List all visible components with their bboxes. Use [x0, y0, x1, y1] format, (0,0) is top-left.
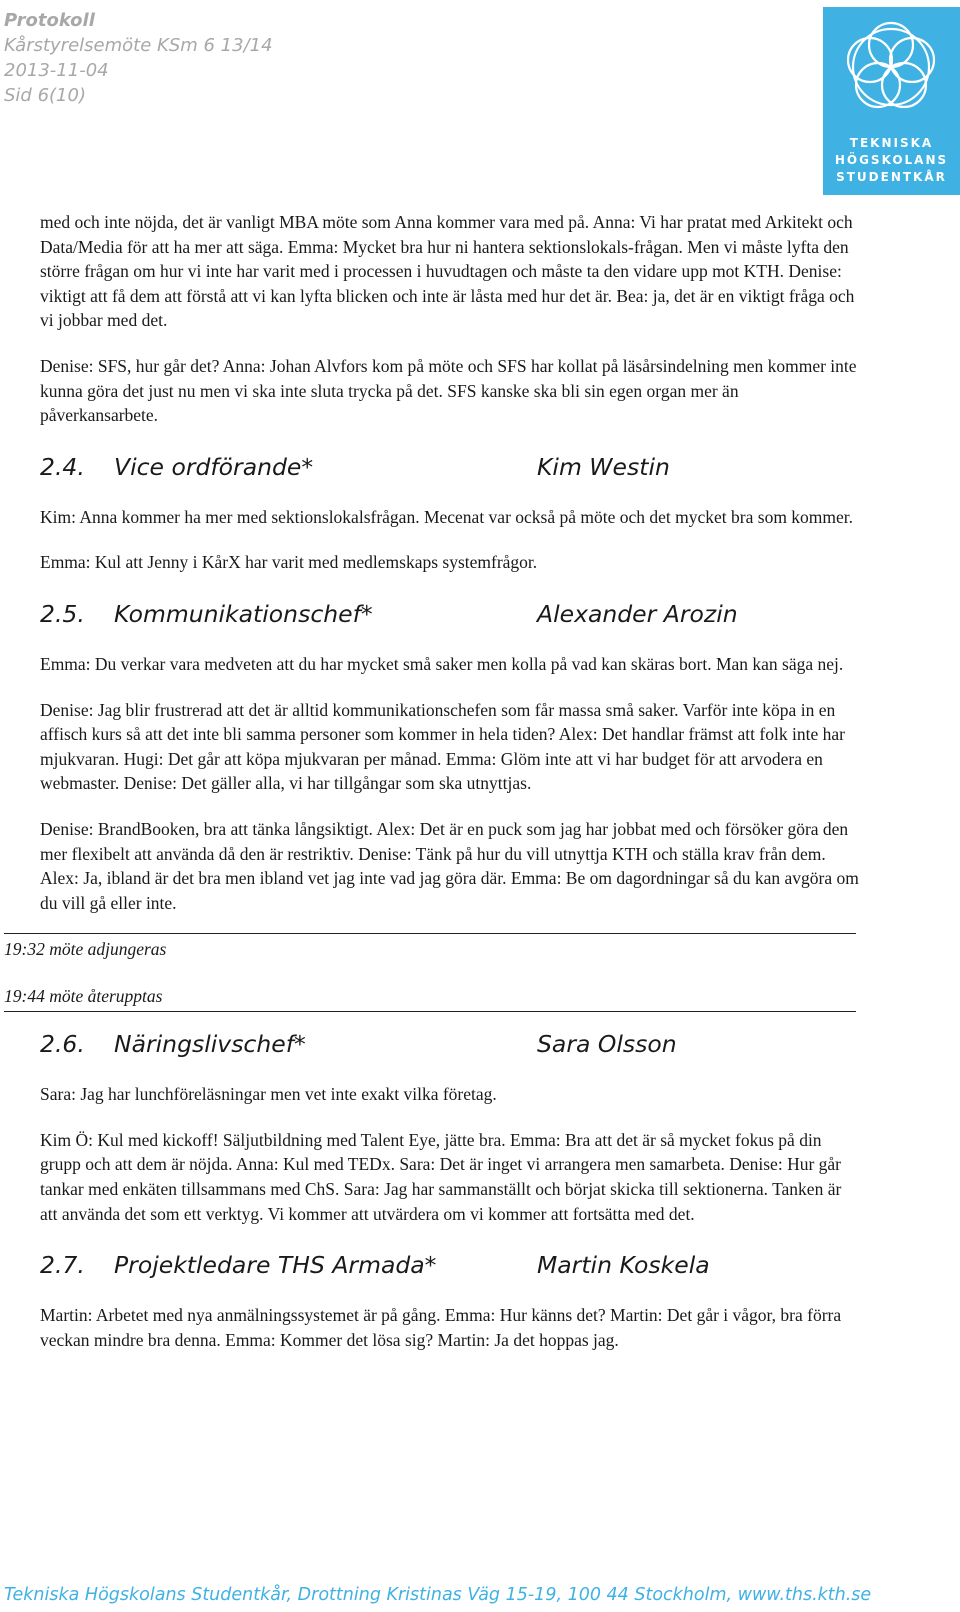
logo-line: TEKNISKA: [849, 136, 934, 150]
section-person: Sara Olsson: [537, 1030, 677, 1059]
paragraph: Martin: Arbetet med nya anmälningssystemet är på gång. Emma: Hur känns det? Martin: Det går i vågor, bra förra veckan mindre bra denna. Emma: Kommer det lösa sig? Martin: Ja det hoppas jag.: [40, 1305, 842, 1350]
paragraph: Kim: Anna kommer ha mer med sektionslokalsfrågan. Mecenat var också på möte och det mycket bra som kommer.: [40, 506, 854, 527]
paragraph: Sara: Jag har lunchföreläsningar men vet inte exakt vilka företag.: [40, 1084, 497, 1105]
section-person: Kim Westin: [537, 452, 670, 481]
logo-line: STUDENTKÅR: [836, 170, 947, 184]
ths-logo: [823, 7, 960, 195]
paragraph: Denise: Jag blir frustrerad att det är alltid kommunikationschefen som får massa små saker. Varför inte köpa in en affisch kurs så att det inte bli samma personer som kommer in hela tiden? Alex: Det handlar främst att folk inte har mjukvaran. Hugi: Det går att köpa mjukvaran per månad. Emma: Glöm inte att vi har budget för att arvodera en webmaster. Denise: Det gäller alla, vi har tillgångar som ska utnyttjas.: [40, 699, 845, 794]
section-heading: [40, 1026, 860, 1062]
flower-rings-icon: [823, 7, 960, 135]
section-title: Näringslivschef*: [114, 1030, 306, 1059]
section-heading: [40, 1247, 860, 1283]
section-heading: [40, 596, 860, 632]
page-header: [4, 8, 273, 108]
resume-note: 19:44 möte återupptas: [4, 986, 163, 1007]
section-person: Alexander Arozin: [537, 599, 738, 628]
paragraph: Emma: Du verkar vara medveten att du har mycket små saker men kolla på vad kan skäras bort. Man kan säga nej.: [40, 653, 844, 674]
document-body: [4, 210, 860, 1373]
section-heading: [40, 449, 860, 485]
paragraph: Emma: Kul att Jenny i KårX har varit med medlemskaps systemfrågor.: [40, 552, 538, 573]
page-footer: Tekniska Högskolans Studentkår, Drottning Kristinas Väg 15-19, 100 44 Stockholm, www.ths.kth.se: [4, 1585, 872, 1605]
paragraph: med och inte nöjda, det är vanligt MBA möte som Anna kommer vara med på. Anna: Vi har pratat med Arkitekt och Data/Media för att ha mer att säga. Emma: Mycket bra hur ni hantera sektionslokals-frågan. Men vi måste lyfta den större frågan om hur vi inte har varit med i processen i huvudtagen och måste ta den vidare upp mot KTH. Denise: viktigt att få dem att förstå att vi kan lyfta blicken och inte är låsta med hur det är. Bea: ja, det är en viktigt fråga och vi jobbar med det.: [40, 212, 855, 331]
section-number: 2.5.: [40, 599, 85, 628]
section-title: Vice ordförande*: [114, 452, 314, 481]
section-number: 2.7.: [40, 1251, 85, 1280]
logo-line: HÖGSKOLANS: [834, 153, 949, 167]
adjourn-note: 19:32 möte adjungeras: [4, 939, 167, 960]
adjournment-block: [4, 933, 856, 1012]
meeting-title: Kårstyrelsemöte KSm 6 13/14: [4, 35, 273, 56]
page-number: Sid 6(10): [4, 85, 86, 106]
section-number: 2.4.: [40, 452, 85, 481]
logo-text: [823, 135, 960, 186]
meeting-date: 2013-11-04: [4, 60, 109, 81]
document-type: Protokoll: [4, 10, 95, 31]
section-title: Projektledare THS Armada*: [114, 1251, 437, 1280]
paragraph: Kim Ö: Kul med kickoff! Säljutbildning med Talent Eye, jätte bra. Emma: Bra att det är så mycket fokus på din grupp och att dem är nöjda. Anna: Kul med TEDx. Sara: Det är inget vi arrangera men samarbeta. Denise: Hur går tankar med enkäten tillsammans med ChS. Sara: Jag har sammanställt och börjat skicka till sektionerna. Tanken är att använda det som ett verktyg. Vi kommer att utvärdera om vi kommer att fortsätta med det.: [40, 1129, 842, 1224]
section-title: Kommunikationschef*: [114, 599, 373, 628]
divider: [4, 1011, 856, 1012]
section-person: Martin Koskela: [537, 1251, 710, 1280]
paragraph: Denise: SFS, hur går det? Anna: Johan Alvfors kom på möte och SFS har kollat på läsårsindelning men kommer inte kunna göra det just nu men vi ska inte sluta trycka på det. SFS kanske ska bli sin egen organ mer än påverkansarbete.: [40, 355, 857, 426]
section-number: 2.6.: [40, 1030, 85, 1059]
paragraph: Denise: BrandBooken, bra att tänka långsiktigt. Alex: Det är en puck som jag har jobbat med och försöker göra den mer flexibelt att använda då den är restriktiv. Denise: Tänk på hur du vill utnyttja KTH och ställa krav från dem. Alex: Ja, ibland är det bra men ibland vet jag inte vad jag göra där. Emma: Be om dagordningar så du kan avgöra om du vill gå eller inte.: [40, 818, 859, 913]
